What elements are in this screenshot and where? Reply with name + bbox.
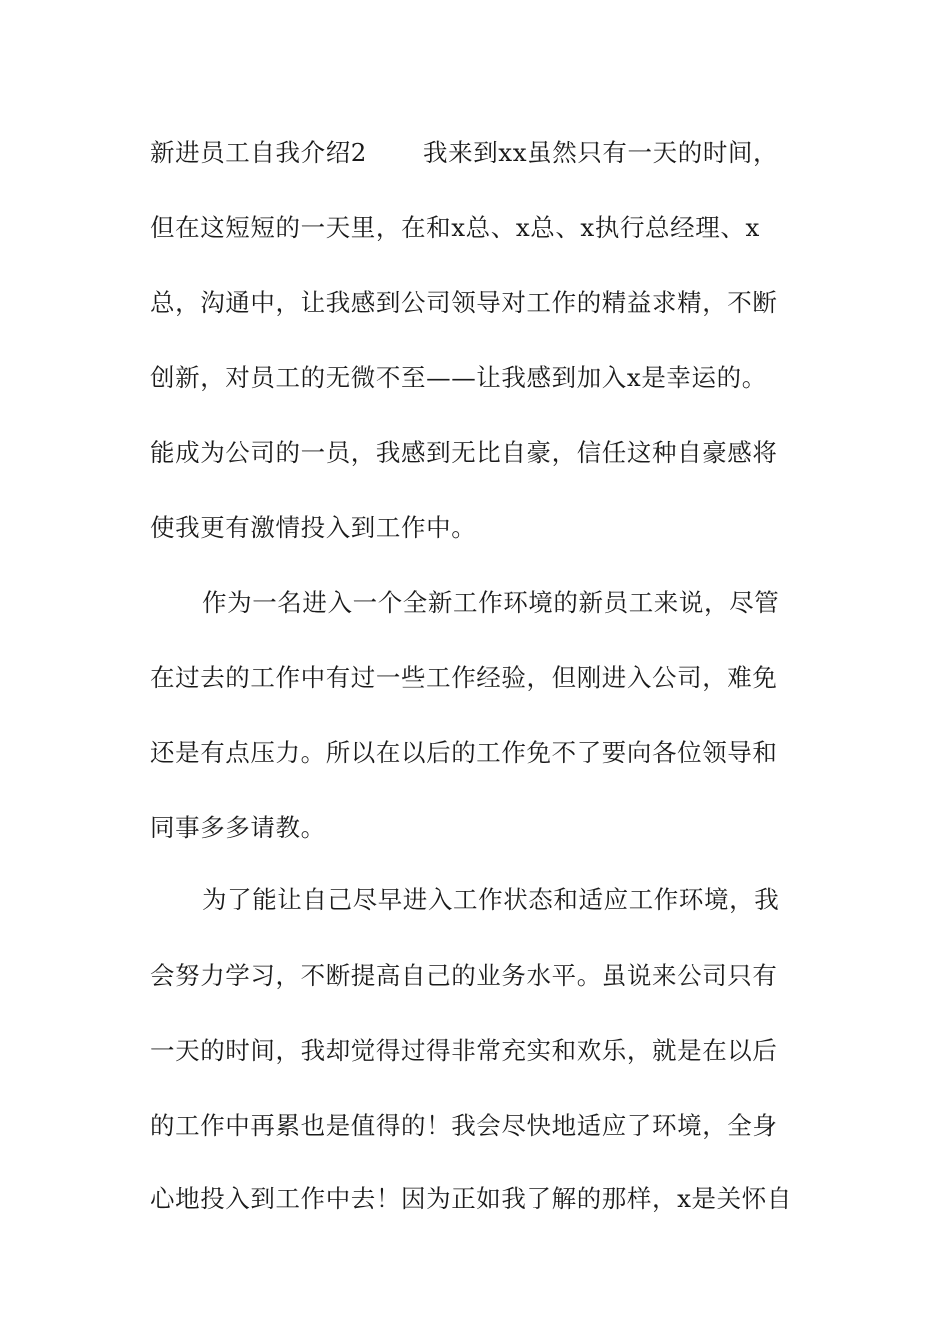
paragraph-1-line-5: 能成为公司的一员，我感到无比自豪，信任这种自豪感将 <box>150 438 778 467</box>
paragraph-3-line-5: 心地投入到工作中去！因为正如我了解的那样，x是关怀自 <box>150 1184 792 1213</box>
paragraph-1-line-1: 我来到xx虽然只有一天的时间， <box>423 138 779 167</box>
paragraph-3-line-2: 会努力学习，不断提高自己的业务水平。虽说来公司只有 <box>150 961 778 990</box>
paragraph-2-line-2: 在过去的工作中有过一些工作经验，但刚进入公司，难免 <box>150 663 778 692</box>
paragraph-3-line-3: 一天的时间，我却觉得过得非常充实和欢乐，就是在以后 <box>150 1036 778 1065</box>
paragraph-3-line-4: 的工作中再累也是值得的！我会尽快地适应了环境，全身 <box>150 1111 778 1140</box>
paragraph-3-line-1: 为了能让自己尽早进入工作状态和适应工作环境，我 <box>202 885 780 914</box>
paragraph-1-line-6: 使我更有激情投入到工作中。 <box>150 513 477 542</box>
paragraph-2-line-1: 作为一名进入一个全新工作环境的新员工来说，尽管 <box>202 588 780 617</box>
document-heading: 新进员工自我介绍2 <box>150 138 367 167</box>
paragraph-1-line-2: 但在这短短的一天里，在和x总、x总、x执行总经理、x <box>150 213 760 242</box>
paragraph-2-line-3: 还是有点压力。所以在以后的工作免不了要向各位领导和 <box>150 738 778 767</box>
paragraph-1-line-3: 总，沟通中，让我感到公司领导对工作的精益求精，不断 <box>150 288 778 317</box>
heading-line <box>150 133 830 173</box>
paragraph-2-line-4: 同事多多请教。 <box>150 813 326 842</box>
paragraph-1-line-4: 创新，对员工的无微不至——让我感到加入x是幸运的。 <box>150 363 767 392</box>
